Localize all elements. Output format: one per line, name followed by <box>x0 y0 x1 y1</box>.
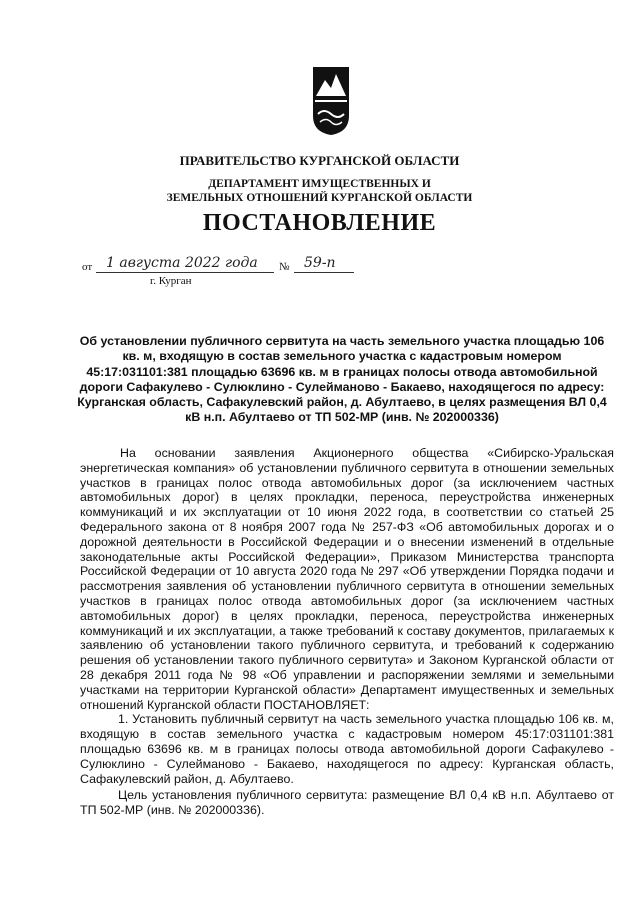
department-line-1: ДЕПАРТАМЕНТ ИМУЩЕСТВЕННЫХ И <box>208 178 431 190</box>
number-label: № <box>279 261 290 273</box>
paragraph-item-1: 1. Установить публичный сервитут на часть земельного участка площадью 106 кв. м, входящую в состав земельного участка с кадастровым номером 45:17:031101:381 площадью 63696 кв. м в границах полосы отвода автомобильной дороги Сафакулево - Сулюклино - Сулейманово - Бакаево, находящегося по адресу: Курганская область, Сафакулевский район, д. Абултаево. <box>80 712 614 786</box>
number-underline <box>294 272 354 273</box>
date-number-line <box>82 255 382 277</box>
handwritten-number: 59-п <box>304 255 336 271</box>
department-name <box>0 177 639 205</box>
org-name: ПРАВИТЕЛЬСТВО КУРГАНСКОЙ ОБЛАСТИ <box>179 153 460 168</box>
coat-of-arms-icon <box>312 66 350 136</box>
document-body <box>80 446 614 818</box>
handwritten-date: 1 августа 2022 года <box>106 255 258 271</box>
department-line-2: ЗЕМЕЛЬНЫХ ОТНОШЕНИЙ КУРГАНСКОЙ ОБЛАСТИ <box>166 192 473 204</box>
date-underline <box>96 272 274 273</box>
paragraph-purpose: Цель установления публичного сервитута: размещение ВЛ 0,4 кВ н.п. Абултаево от ТП 502-МР (инв. № 202000336). <box>80 788 614 818</box>
document-type: ПОСТАНОВЛЕНИЕ <box>202 210 437 236</box>
from-label: от <box>82 261 93 273</box>
paragraph-basis: На основании заявления Акционерного общества «Сибирско-Уральская энергетическая компания» об установлении публичного сервитута в отношении земельных участков в границах полос отвода автомобильных дорог (за исключением частных автомобильных дорог) в целях прокладки, переноса, переустройства инженерных коммуникаций и их эксплуатации от 10 июня 2022 года, в соответствии со статьей 25 Федерального закона от 8 ноября 2007 года № 257-ФЗ «Об автомобильных дорогах и о дорожной деятельности в Российской Федерации и о внесении изменений в отдельные законодательные акты Российской Федерации», Приказом Министерства транспорта Российской Федерации от 10 августа 2020 года № 297 «Об утверждении Порядка подачи и рассмотрения заявления об установлении публичного сервитута в отношении земельных участков в границах полос отвода автомобильных дорог (за исключением частных автомобильных дорог) в целях прокладки, переноса, переустройства инженерных коммуникаций и их эксплуатации, а также требований к составу документов, прилагаемых к заявлению об установлении такого публичного сервитута, и требований к содержанию решения об установлении такого публичного сервитута» и Законом Курганской области от 28 декабря 2011 года № 98 «Об управлении и распоряжении землями и земельными участками на территории Курганской области» Департамент имущественных и земельных отношений Курганской области ПОСТАНОВЛЯЕТ: <box>80 446 614 712</box>
document-title: Об установлении публичного сервитута на часть земельного участка площадью 106 кв. м, входящую в состав земельного участка с кадастровым номером 45:17:031101:381 площадью 63696 кв. м в границах полосы отвода автомобильной дороги Сафакулево - Сулюклино - Сулейманово - Бакаево, находящегося по адресу: Курганская область, Сафакулевский район, д. Абултаево, в целях размещения ВЛ 0,4 кВ н.п. Абултаево от ТП 502-МР (инв. № 202000336) <box>77 334 607 425</box>
city: г. Курган <box>150 275 192 287</box>
